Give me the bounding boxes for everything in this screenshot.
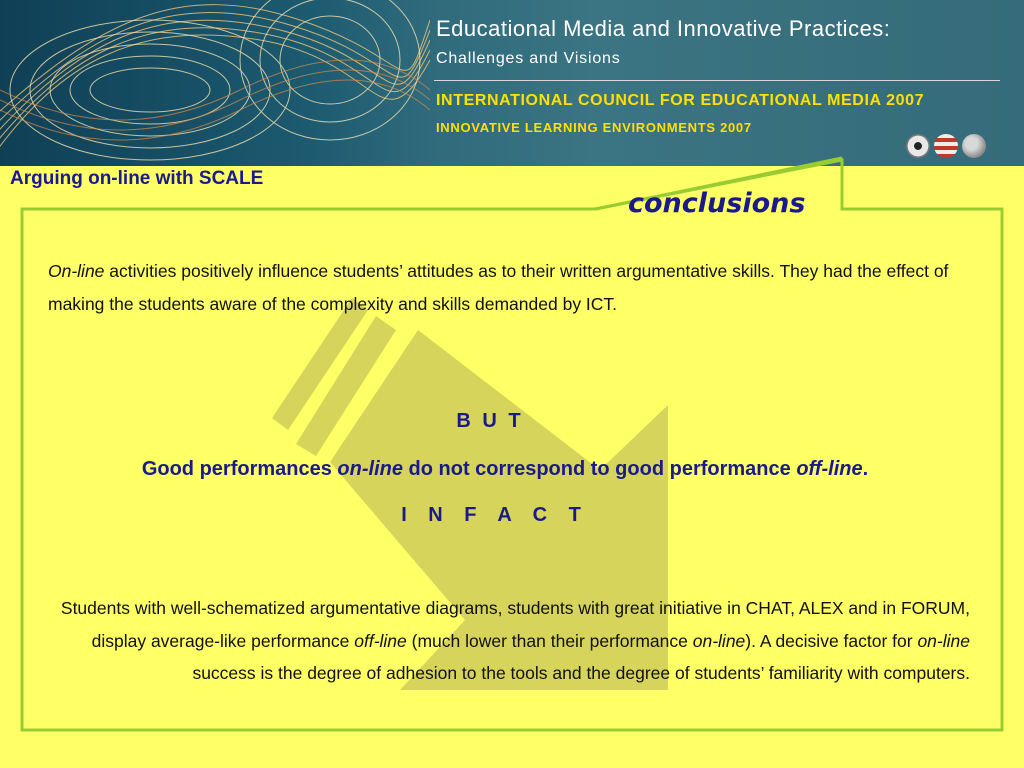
key-statement-italic2: off-line bbox=[796, 458, 863, 480]
key-statement-part1: Good performances bbox=[141, 458, 338, 480]
but-label: B U T bbox=[456, 410, 524, 432]
banner-subtitle: Challenges and Visions bbox=[436, 50, 621, 67]
italic-on-line: On-line bbox=[48, 261, 105, 281]
key-statement-part3: . bbox=[862, 458, 869, 480]
paragraph-detail bbox=[58, 592, 970, 690]
intro-text: activities positively influence students’ attitudes as to their written argumentative skills. They had the effect of making the students aware of the complexity and skills demanded by ICT. bbox=[48, 261, 949, 314]
detail-part1: Students with well-schematized argumentative diagrams, students with great initiative in CHAT, ALEX and in FORUM, display average-like performance bbox=[60, 598, 970, 651]
slide-title: Arguing on-line with SCALE bbox=[10, 168, 264, 189]
detail-part2: (much lower than their performance bbox=[406, 630, 693, 651]
banner-title: Educational Media and Innovative Practices: bbox=[436, 16, 891, 41]
detail-italic1: off-line bbox=[354, 630, 407, 651]
key-statement bbox=[0, 458, 1010, 481]
detail-italic3: on-line bbox=[917, 630, 970, 651]
detail-part4: success is the degree of adhesion to the tools and the degree of students’ familiarity with computers. bbox=[192, 663, 970, 683]
detail-italic2: on-line bbox=[692, 630, 746, 651]
key-statement-italic1: on-line bbox=[337, 458, 403, 480]
section-heading: conclusions bbox=[628, 188, 806, 219]
in-fact-label: I N F A C T bbox=[401, 504, 584, 526]
banner-event: INNOVATIVE LEARNING ENVIRONMENTS 2007 bbox=[436, 120, 752, 135]
banner-council: INTERNATIONAL COUNCIL FOR EDUCATIONAL MEDIA 2007 bbox=[436, 92, 925, 109]
paragraph-intro bbox=[48, 255, 973, 320]
detail-part3: ). A decisive factor for bbox=[745, 630, 918, 651]
key-statement-part2: do not correspond to good performance bbox=[402, 458, 797, 480]
